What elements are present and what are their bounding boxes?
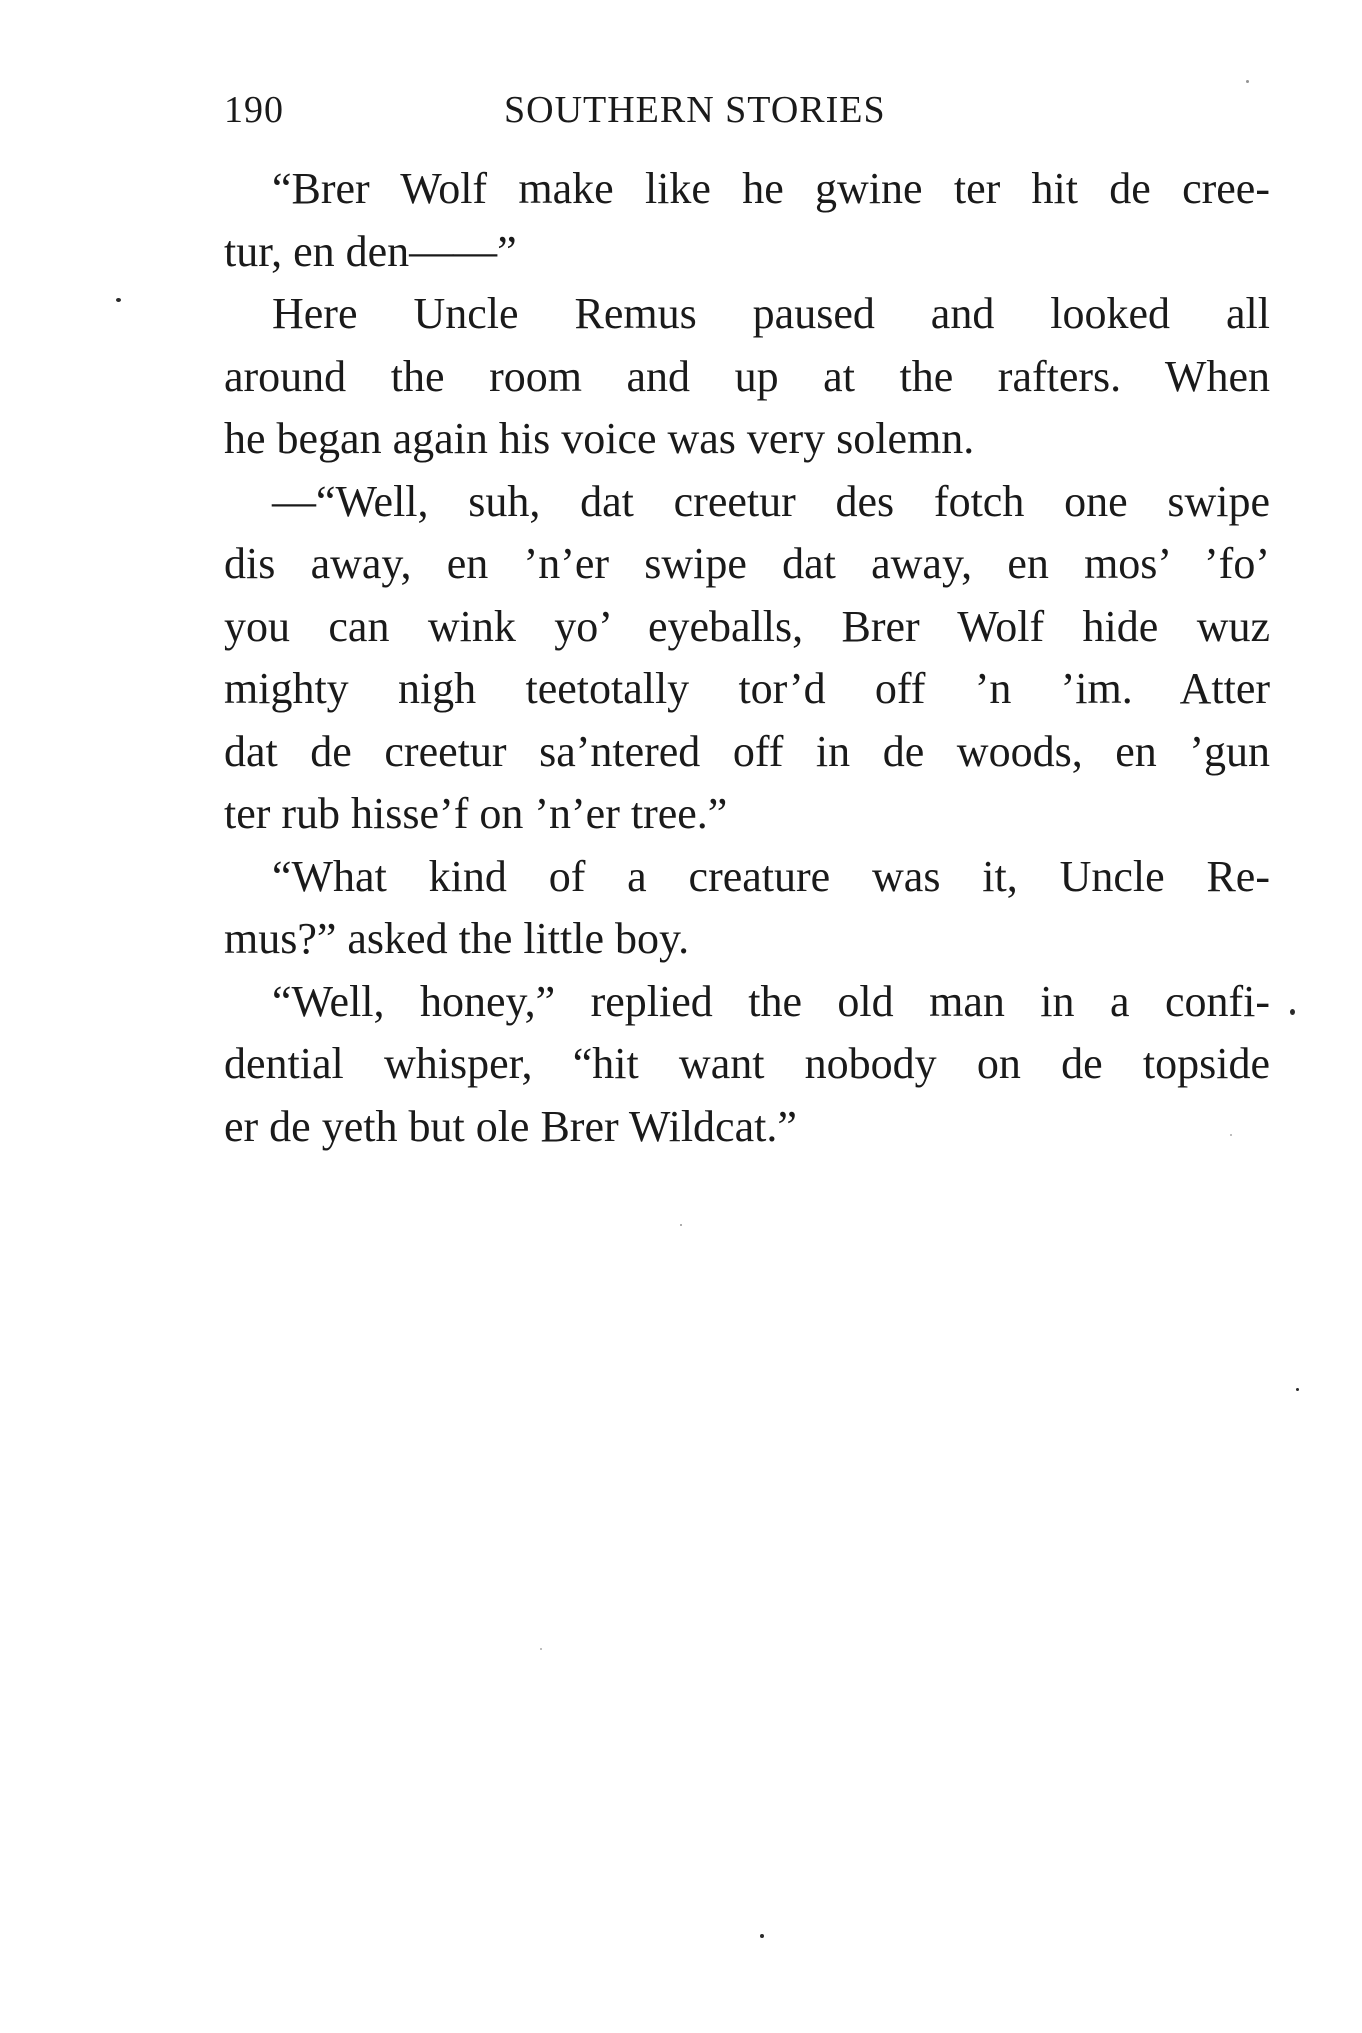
text-line: er de yeth but ole Brer Wildcat.” bbox=[224, 1101, 797, 1151]
text-line: “What kind of a creature was it, Uncle Re- bbox=[272, 851, 1270, 901]
body-text bbox=[224, 158, 1270, 1158]
paragraph-1 bbox=[224, 158, 1270, 283]
paragraph-5 bbox=[224, 971, 1270, 1159]
scan-speck bbox=[1230, 1134, 1232, 1136]
scan-speck bbox=[116, 298, 121, 302]
text-line: mus?” asked the little boy. bbox=[224, 914, 690, 963]
text-line: “Brer Wolf make like he gwine ter hit de cree- bbox=[272, 164, 1270, 213]
scan-speck bbox=[1296, 1388, 1299, 1391]
scan-speck bbox=[540, 1648, 542, 1650]
running-title: SOUTHERN STORIES bbox=[504, 89, 886, 131]
scan-speck bbox=[1290, 1009, 1295, 1015]
scan-speck bbox=[680, 1224, 682, 1226]
text-line: ter rub hisse’f on ’n’er tree.” bbox=[224, 789, 728, 838]
text-line: “Well, honey,” replied the old man in a confi- bbox=[272, 976, 1270, 1026]
paragraph-2 bbox=[224, 283, 1270, 471]
text-line: dential whisper, “hit want nobody on de topside bbox=[224, 1039, 1270, 1088]
text-line: you can wink yo’ eyeballs, Brer Wolf hide wuz bbox=[224, 601, 1270, 651]
page-header bbox=[224, 88, 1274, 138]
text-line: dis away, en ’n’er swipe dat away, en mos’ ’fo’ bbox=[224, 539, 1270, 588]
paragraph-4 bbox=[224, 846, 1270, 971]
text-line: he began again his voice was very solemn. bbox=[224, 414, 975, 463]
text-line: mighty nigh teetotally tor’d off ’n ’im. Atter bbox=[224, 664, 1270, 713]
text-line: Here Uncle Remus paused and looked all bbox=[272, 289, 1270, 338]
scan-speck bbox=[1246, 80, 1249, 83]
text-line: tur, en den——” bbox=[224, 226, 517, 276]
text-line: around the room and up at the rafters. When bbox=[224, 351, 1270, 401]
paragraph-3 bbox=[224, 471, 1270, 846]
text-line: —“Well, suh, dat creetur des fotch one swipe bbox=[272, 476, 1270, 526]
scan-speck bbox=[760, 1934, 764, 1938]
page-number: 190 bbox=[224, 89, 284, 131]
text-line: dat de creetur sa’ntered off in de woods, en ’gun bbox=[224, 726, 1270, 776]
